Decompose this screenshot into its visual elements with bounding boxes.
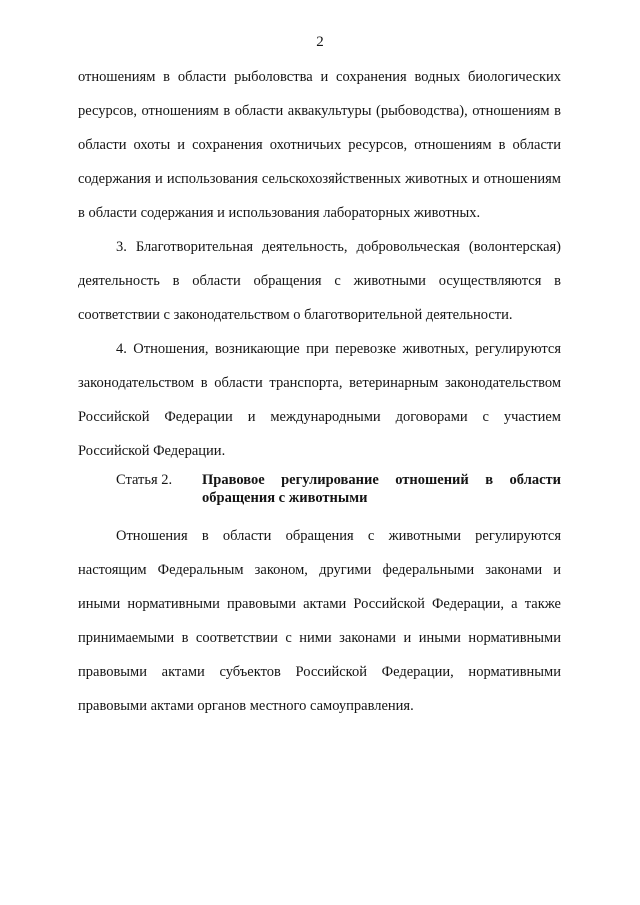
paragraph-3: 3. Благотворительная деятельность, добровольческая (волонтерская) деятельность в области обращения с животными осуществляются в соответствии с законодательством о благотворительной деятельности. xyxy=(78,239,561,323)
article-heading xyxy=(78,471,561,507)
article-title: Правовое регулирование отношений в области обращения с животными xyxy=(202,472,561,506)
article-body: Отношения в области обращения с животными регулируются настоящим Федеральным законом, другими федеральными законами и иными нормативными правовыми актами Российской Федерации, а также принимаемыми в соответствии с ними законами и иными нормативными правовыми актами субъектов Российской Федерации, нормативными правовыми актами органов местного самоуправления. xyxy=(78,528,561,714)
paragraph-4: 4. Отношения, возникающие при перевозке животных, регулируются законодательством в области транспорта, ветеринарным законодательством Российской Федерации и международными договорами с участием Российской Федерации. xyxy=(78,341,561,459)
paragraph-continuation: отношениям в области рыболовства и сохранения водных биологических ресурсов, отношениям в области аквакультуры (рыбоводства), отношениям в области охоты и сохранения охотничьих ресурсов, отношениям в области содержания и использования сельскохозяйственных животных и отношениям в области содержания и использования лабораторных животных. xyxy=(78,69,561,221)
document-body xyxy=(78,60,561,723)
article-label: Статья 2. xyxy=(116,472,173,488)
page-number: 2 xyxy=(316,34,324,50)
